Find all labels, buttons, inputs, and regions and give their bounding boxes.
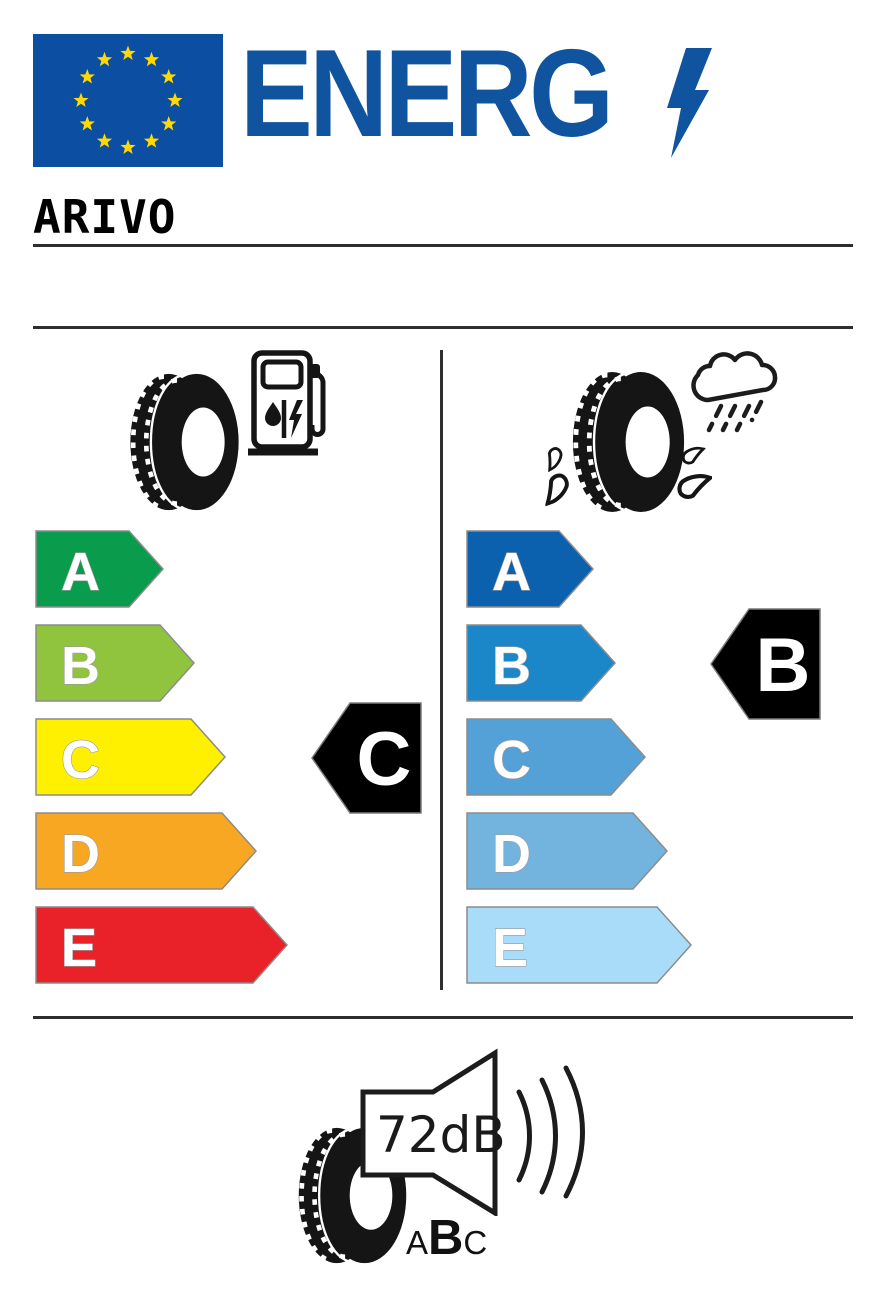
wet-class-c <box>466 718 647 796</box>
noise-value: 72dB <box>376 1106 506 1164</box>
noise-grade-scale <box>406 1211 488 1265</box>
svg-text:D: D <box>492 824 531 884</box>
wet-class-a <box>466 530 595 608</box>
fuel-rating-letter: C <box>356 717 412 802</box>
sound-waves-icon <box>519 1068 583 1196</box>
energy-logo-text: ENERG <box>240 25 611 163</box>
rain-cloud-icon <box>684 346 782 438</box>
svg-text:E: E <box>61 918 98 978</box>
wet-rating-arrow <box>709 606 823 722</box>
svg-text:A: A <box>492 542 531 602</box>
divider-line-bottom <box>33 1016 853 1019</box>
svg-text:B: B <box>492 636 531 696</box>
svg-text:B: B <box>61 636 100 696</box>
lightning-bolt-icon <box>663 48 719 158</box>
svg-text:E: E <box>492 918 529 978</box>
divider-line-top <box>33 244 853 247</box>
column-divider-line <box>440 350 443 990</box>
svg-text:C: C <box>61 730 100 790</box>
energy-logo <box>240 25 719 163</box>
wet-class-d <box>466 812 669 890</box>
fuel-class-a <box>35 530 165 608</box>
divider-line-middle <box>33 326 853 329</box>
wet-rating-letter: B <box>755 623 811 708</box>
fuel-class-b <box>35 624 196 702</box>
svg-text:A: A <box>61 542 100 602</box>
noise-grade-b: B <box>428 1211 464 1265</box>
brand-name: ARIVO <box>33 190 177 244</box>
fuel-rating-arrow <box>310 700 424 816</box>
svg-text:C: C <box>492 730 531 790</box>
fuel-pump-icon <box>246 348 328 456</box>
noise-grade-c: C <box>463 1224 488 1261</box>
eu-flag <box>33 34 223 167</box>
wet-class-e <box>466 906 693 984</box>
fuel-class-d <box>35 812 258 890</box>
noise-grade-a: A <box>406 1224 429 1261</box>
speaker-icon <box>356 1048 606 1216</box>
svg-text:D: D <box>61 824 100 884</box>
wet-class-b <box>466 624 617 702</box>
fuel-class-e <box>35 906 289 984</box>
fuel-tire-icon <box>128 372 241 512</box>
fuel-class-c <box>35 718 227 796</box>
